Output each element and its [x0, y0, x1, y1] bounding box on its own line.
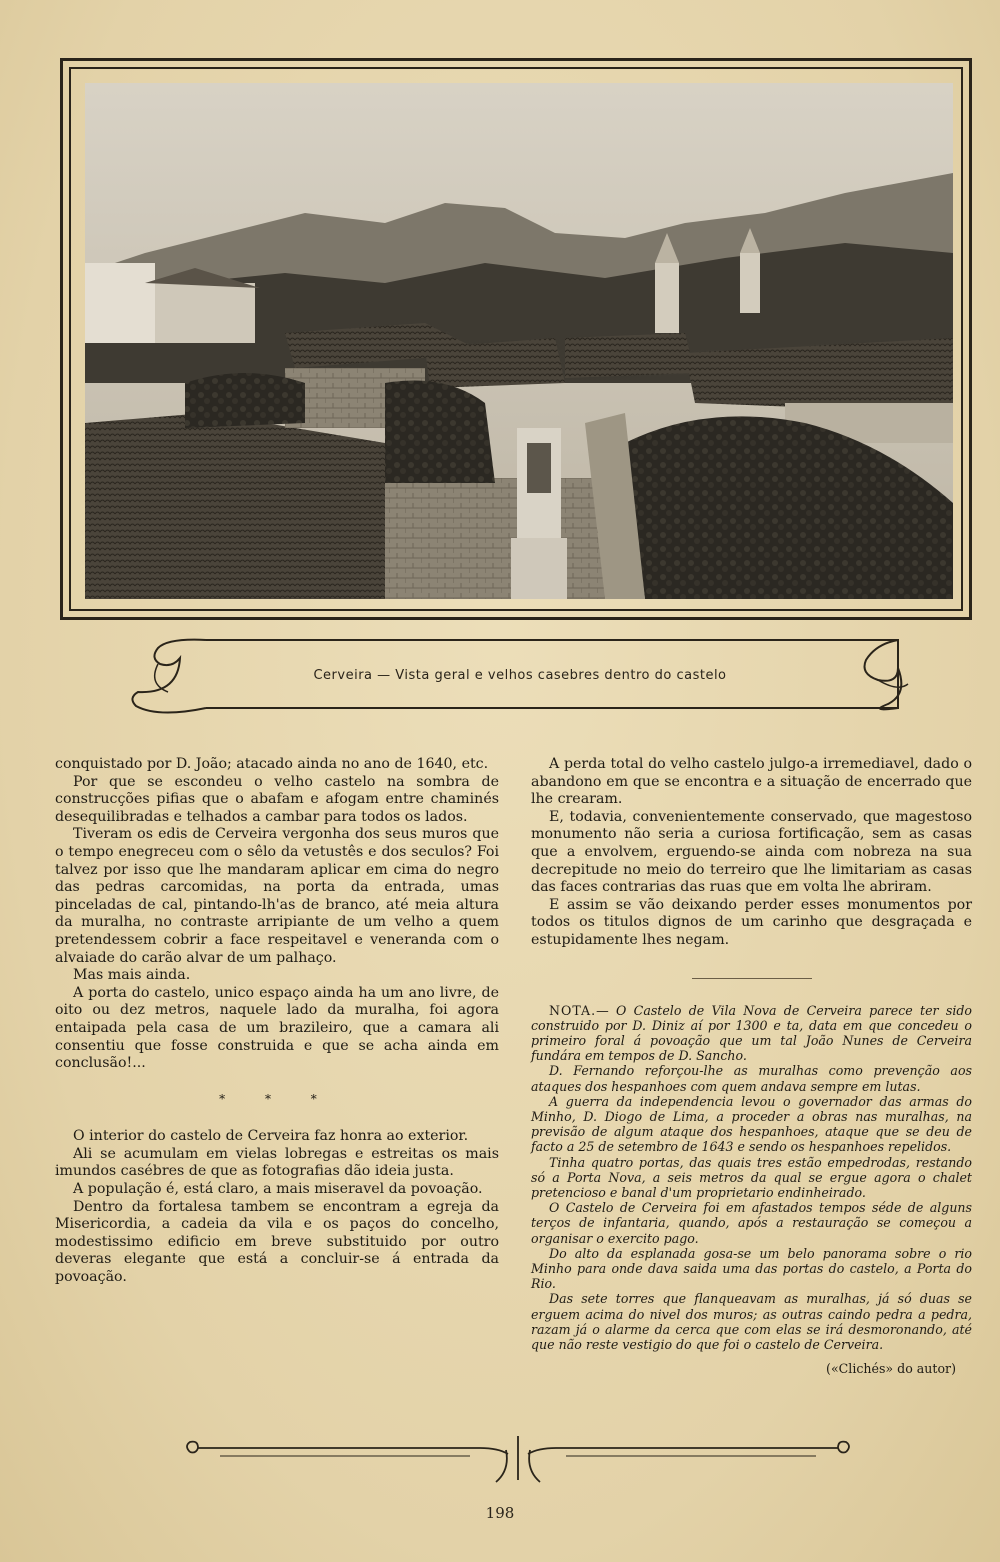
- paragraph: A população é, está claro, a mais miseravel da povoação.: [73, 1181, 483, 1198]
- photo-caption: Cerveira — Vista geral e velhos casebres dentro do castelo: [313, 668, 727, 683]
- paragraph: E assim se vão deixando perder esses monumentos por todos os titulos dignos de um carinho que desgraçada e estupidamente lhes negam.: [531, 896, 972, 948]
- footnote-text: — O Castelo de Vila Nova de Cerveira parece ter sido construido por D. Diniz aí por 1300 e ta, data em que concedeu o primeiro foral á povoação que um tal João Nunes de Cerveira fundára em tempos de D. Sancho.: [531, 1002, 972, 1064]
- footnote-paragraph: Do alto da esplanada gosa-se um belo panorama sobre o rio Minho para onde dava saida uma das portas do castelo, a Porta do Rio.: [531, 1245, 972, 1292]
- photo-frame: [60, 58, 972, 620]
- section-separator-stars: * * *: [219, 1091, 335, 1106]
- photograph: [85, 83, 953, 599]
- footnote-paragraph: D. Fernando reforçou-lhe as muralhas como prevenção aos ataques dos hespanhoes com quem andava sempre em lutas.: [531, 1063, 972, 1094]
- paragraph: conquistado por D. João; atacado ainda no ano de 1640, etc.: [55, 756, 489, 772]
- photo-caption-banner: [128, 634, 912, 718]
- paragraph: E, todavia, convenientemente conservado, que magestoso monumento não seria a curiosa fortificação, sem as casas que a envolvem, erguendo-se ainda com nobreza na sua decrepitude no meio do terreiro que lhe limitariam as casas das faces contrarias das ruas que em volta lhe abriram.: [531, 808, 972, 896]
- left-column: [55, 756, 499, 1287]
- footnote-paragraph: Das sete torres que flanqueavam as muralhas, já só duas se erguem acima do nivel dos muros; as outras caindo pedra a pedra, razam já o alarme da cerca que com elas se irá desmoronando, até que não reste vestigio do que foi o castelo de Cerveira.: [531, 1291, 972, 1352]
- paragraph: Dentro da fortalesa tambem se encontram a egreja da Misericordia, a cadeia da vila e os paços do concelho, modestissimo edificio em breve substituido por outro deveras elegante que está a concluir-se á entrada da povoação.: [55, 1198, 499, 1286]
- paragraph: Por que se escondeu o velho castelo na sombra de construcções pifias que o abafam e afogam entre chaminés desequilibradas e telhados a cambar para todos os lados.: [55, 773, 499, 825]
- paragraph: Ali se acumulam em vielas lobregas e estreitas os mais imundos casébres de que as fotografias dão ideia justa.: [55, 1145, 499, 1180]
- decorative-flourish-icon: [180, 1430, 856, 1488]
- page-number: 198: [485, 1504, 515, 1522]
- paragraph: A porta do castelo, unico espaço ainda ha um ano livre, de oito ou dez metros, naquele lado da muralha, foi agora entaipada pela casa de um brazileiro, que a camara ali consentiu que fosse construida e que se acha ainda em conclusão!...: [55, 984, 499, 1072]
- photo-village-view: [85, 83, 953, 599]
- footnote-paragraph: O Castelo de Cerveira foi em afastados tempos séde de alguns terços de infantaria, quando, após a restauração se começou a organisar o exercito pago.: [531, 1200, 972, 1246]
- paragraph: A perda total do velho castelo julgo-a irremediavel, dado o abandono em que se encontra e a situação de encerrado que lhe crearam.: [531, 756, 972, 808]
- photo-credit: («Clichés» do autor): [826, 1361, 956, 1377]
- paragraph: Mas mais ainda.: [73, 967, 191, 984]
- paragraph: O interior do castelo de Cerveira faz honra ao exterior.: [73, 1128, 469, 1145]
- divider: [692, 978, 812, 979]
- footnote: [531, 1003, 972, 1353]
- footnote-paragraph: Tinha quatro portas, das quais tres estão empedrodas, restando só a Porta Nova, a seis metros da qual se ergue agora o chalet pretencioso e banal d'um proprietario endinheirado.: [531, 1154, 972, 1200]
- right-column: [531, 756, 972, 1378]
- footnote-paragraph: A guerra da independencia levou o governador das armas do Minho, D. Diogo de Lima, a proceder a obras nas muralhas, na previsão de algum ataque dos hespanhoes, ataque que se deu de facto a 25 de setembro de 1643 e sendo os hespanhoes repelidos.: [531, 1093, 972, 1155]
- footnote-label: NOTA.: [549, 1002, 597, 1018]
- paragraph: Tiveram os edis de Cerveira vergonha dos seus muros que o tempo enegreceu com o sêlo da vetustês e dos seculos? Foi talvez por isso que lhe mandaram aplicar em cima do negro das pedras carcomidas, na porta da entrada, umas pinceladas de cal, pintando-lh'as de branco, até meia altura da muralha, no contraste arripiante de um velho a quem pretendessem cobrir a face respeitavel e veneranda com o alvaiade do carão alvar de um palhaço.: [55, 826, 499, 966]
